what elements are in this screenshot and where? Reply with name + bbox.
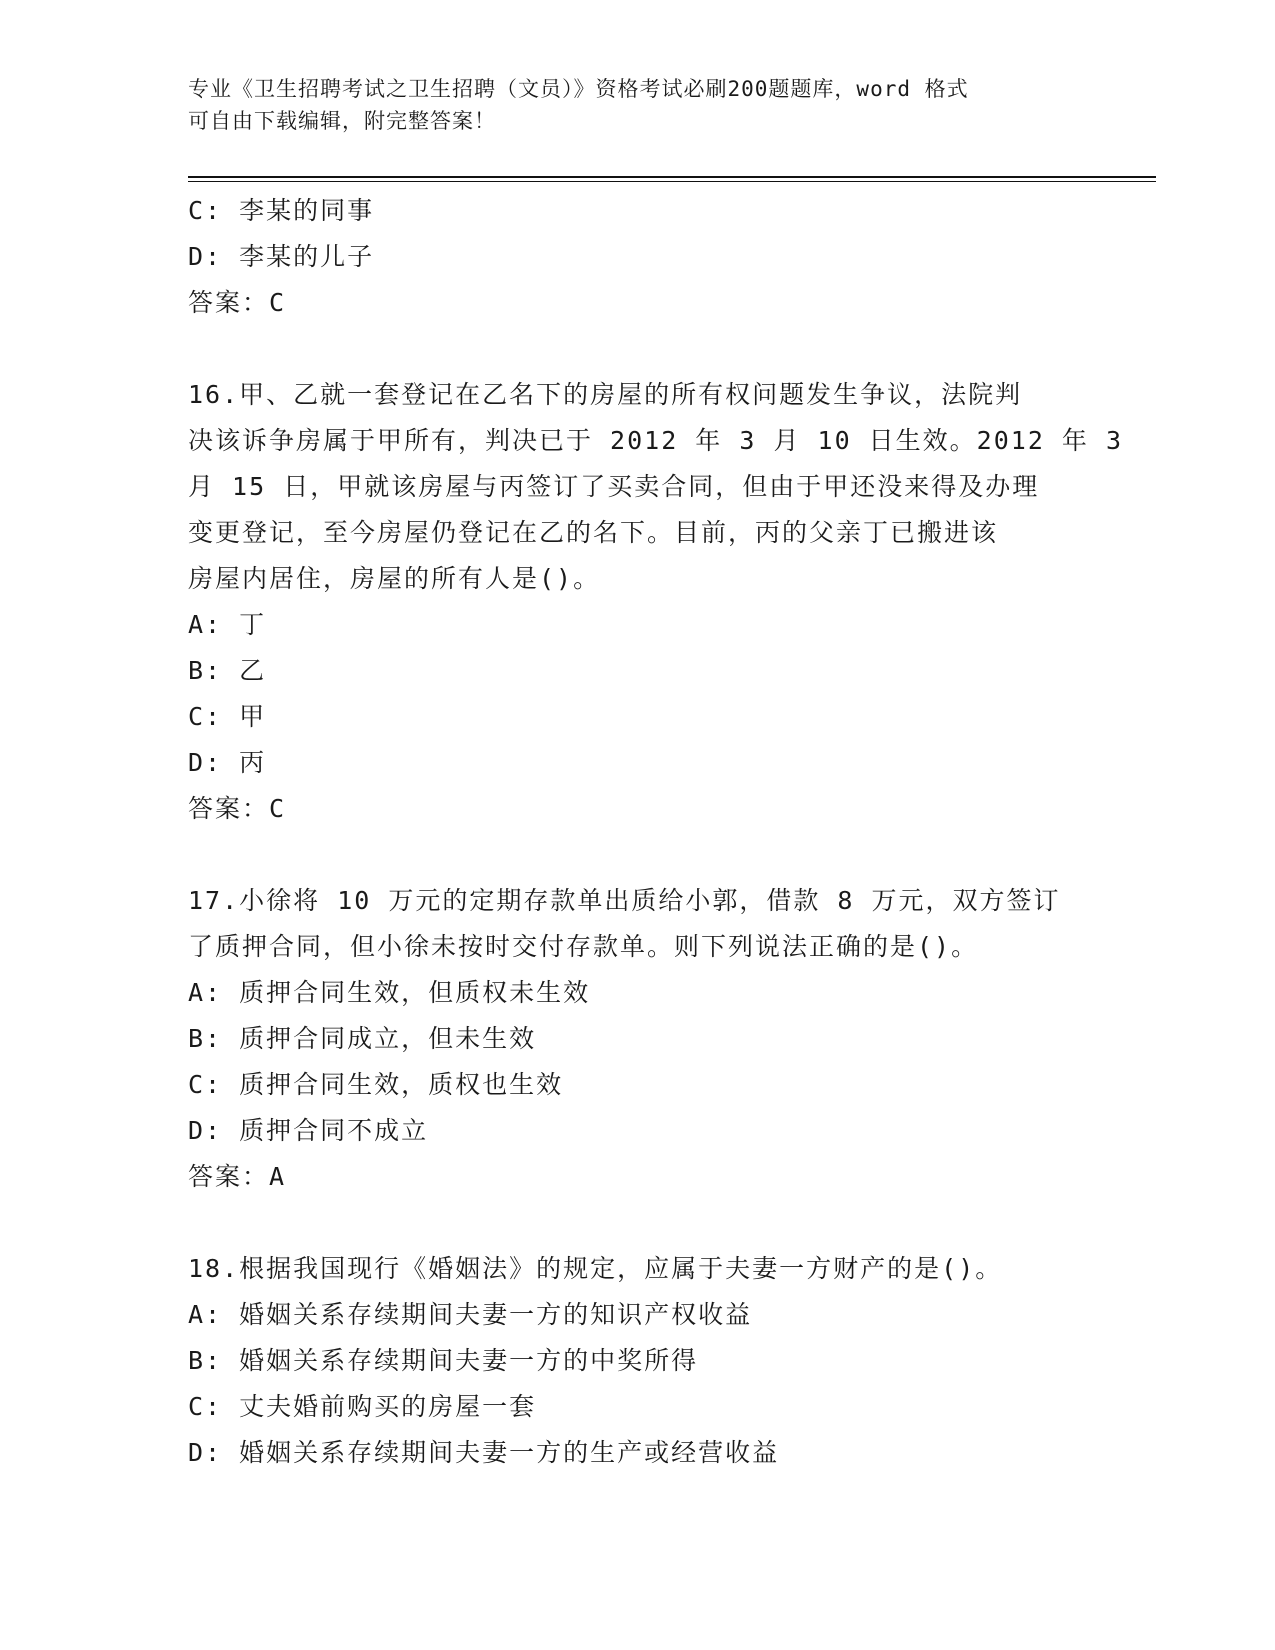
option-a: A: 丁 (188, 610, 267, 639)
option-d: D: 婚姻关系存续期间夫妻一方的生产或经营收益 (188, 1438, 780, 1467)
question-stem (188, 1246, 1088, 1292)
question-16 (188, 372, 1124, 832)
stem-line: 了质押合同，但小徐未按时交付存款单。则下列说法正确的是()。 (188, 932, 979, 961)
question-17 (188, 878, 1088, 1200)
stem-line: 房屋内居住，房屋的所有人是()。 (188, 564, 601, 593)
question-list (188, 188, 1124, 1476)
option-b: B: 质押合同成立，但未生效 (188, 1024, 537, 1053)
option-a: A: 婚姻关系存续期间夫妻一方的知识产权收益 (188, 1300, 753, 1329)
option-d: D: 丙 (188, 748, 267, 777)
option-c: C: 质押合同生效，质权也生效 (188, 1070, 564, 1099)
page-header (188, 73, 1068, 137)
stem-line: 变更登记，至今房屋仍登记在乙的名下。目前，丙的父亲丁已搬进该 (188, 518, 999, 547)
stem-line: 月 15 日，甲就该房屋与丙签订了买卖合同，但由于甲还没来得及办理 (188, 472, 1040, 501)
option-b: B: 婚姻关系存续期间夫妻一方的中奖所得 (188, 1346, 699, 1375)
header-divider (188, 176, 1156, 182)
option-d: D: 质押合同不成立 (188, 1116, 429, 1145)
header-title-line-1: 专业《卫生招聘考试之卫生招聘（文员）》资格考试必刷200题题库，word 格式 (188, 77, 969, 101)
option-a: A: 质押合同生效，但质权未生效 (188, 978, 591, 1007)
answer: 答案：C (188, 794, 287, 823)
question-stem (188, 372, 1124, 602)
stem-line: 16.甲、乙就一套登记在乙名下的房屋的所有权问题发生争议，法院判 (188, 380, 1023, 409)
option-c: C: 甲 (188, 702, 267, 731)
question-15-tail (188, 188, 1088, 326)
option-b: B: 乙 (188, 656, 267, 685)
option-c: C: 丈夫婚前购买的房屋一套 (188, 1392, 537, 1421)
stem-line: 17.小徐将 10 万元的定期存款单出质给小郭，借款 8 万元，双方签订 (188, 886, 1061, 915)
question-18 (188, 1246, 1088, 1476)
answer: 答案：A (188, 1162, 287, 1191)
option-d: D: 李某的儿子 (188, 242, 375, 271)
header-title-line-2: 可自由下载编辑，附完整答案！ (188, 109, 496, 133)
question-stem (188, 878, 1088, 970)
stem-line: 18.根据我国现行《婚姻法》的规定，应属于夫妻一方财产的是()。 (188, 1254, 1003, 1283)
stem-line: 决该诉争房属于甲所有，判决已于 2012 年 3 月 10 日生效。2012 年 3 (188, 426, 1124, 455)
answer: 答案：C (188, 288, 287, 317)
option-c: C: 李某的同事 (188, 196, 375, 225)
